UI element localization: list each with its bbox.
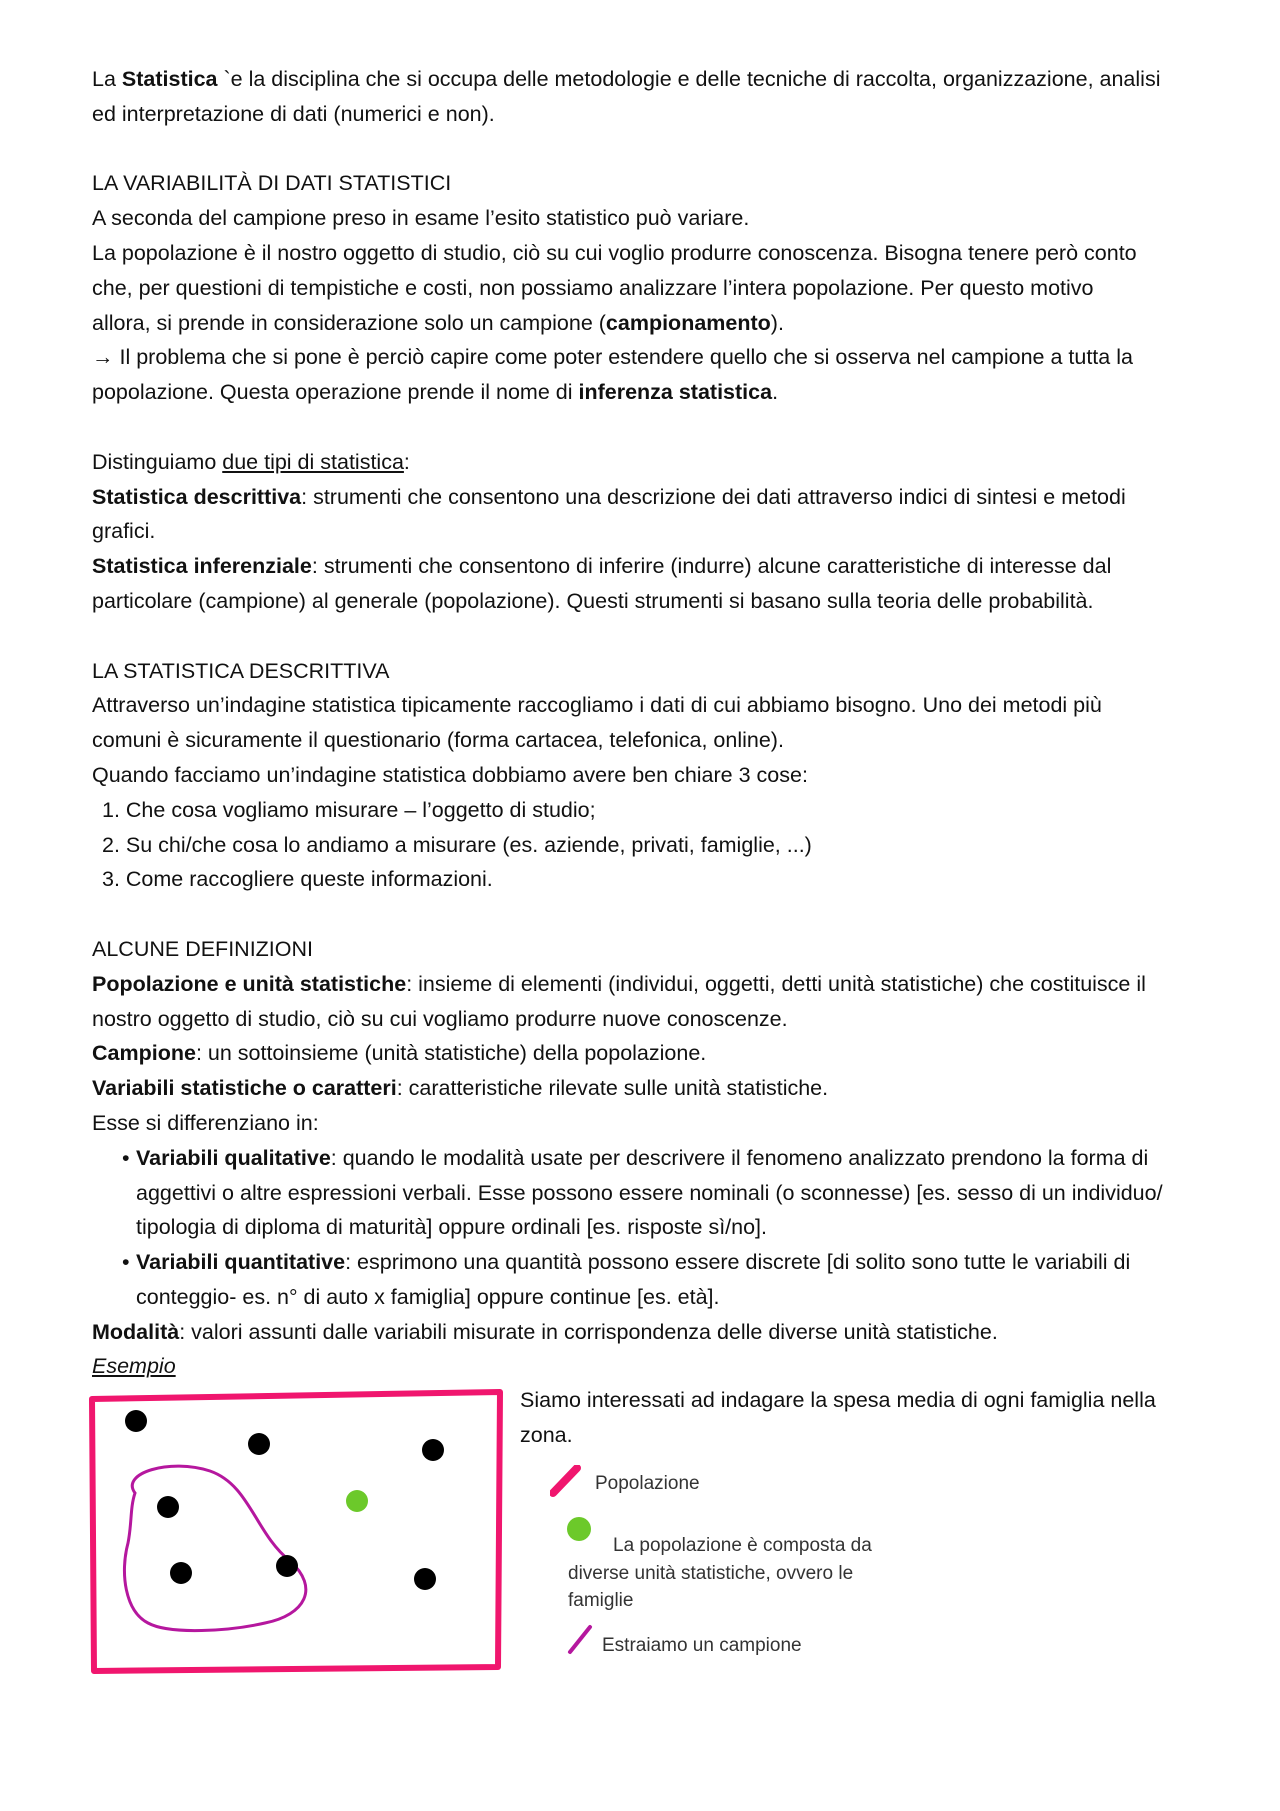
example-figure	[80, 1383, 1220, 1683]
unit-dot	[414, 1568, 436, 1590]
unit-dot	[157, 1496, 179, 1518]
heading-statistica-descrittiva: LA STATISTICA DESCRITTIVA	[92, 658, 390, 683]
sample-outline	[124, 1466, 305, 1630]
paragraph-definizioni: Popolazione e unità statistiche: insieme di elementi (individui, oggetti, detti unità statistiche) che costituisce il nostro oggetto di studio, ciò su cui vogliamo produrre nuove conoscenze. Campione: un sottoinsieme (unità statistiche) della popolazione. Variabili statistiche o caratteri: caratteristiche rilevate sulle unità statistiche. Esse si differenziano in:	[92, 971, 1146, 1135]
heading-variabilita: LA VARIABILITÀ DI DATI STATISTICI	[92, 171, 452, 196]
term-statistica: Statistica	[121, 67, 218, 91]
list-item: 1. Che cosa vogliamo misurare – l’oggetto di studio;	[102, 797, 596, 822]
example-description: Siamo interessati ad indagare la spesa media di ogni famiglia nella zona.	[520, 1388, 1156, 1447]
legend-units-line1: La popolazione è composta da	[613, 1535, 872, 1556]
bullet-list	[92, 1141, 1202, 1315]
intro-paragraph: La Statistica `e la disciplina che si occupa delle metodologie e delle tecniche di raccolta, organizzazione, analisi ed interpretazione di dati (numerici e non).	[92, 67, 1161, 126]
paragraph-modalita: Modalità: valori assunti dalle variabili misurate in corrispondenza delle diverse unità statistiche.	[92, 1319, 998, 1344]
unit-legend-dot	[567, 1517, 591, 1541]
sample-legend-mark	[570, 1627, 590, 1652]
numbered-list	[92, 793, 1202, 897]
paragraph-variabilita: A seconda del campione preso in esame l’esito statistico può variare. La popolazione è il nostro oggetto di studio, ciò su cui voglio produrre conoscenza. Bisogna tenere però conto che, per questioni di tempistiche e costi, non possiamo analizzare l’intera popolazione. Per questo motivo allora, si prende in considerazione solo un campione (campionamento). → Il problema che si pone è perciò capire come poter estendere quello che si osserva nel campione a tutta la popolazione. Questa operazione prende il nome di inferenza statistica.	[92, 206, 1137, 405]
heading-definizioni: ALCUNE DEFINIZIONI	[92, 936, 313, 961]
list-item: • Variabili quantitative: esprimono una quantità possono essere discrete [di solito sono tutte le variabili di conteggio- es. n° di auto x famiglia] oppure continue [es. età].	[122, 1250, 1131, 1309]
unit-dot	[422, 1439, 444, 1461]
example-label: Esempio	[92, 1354, 176, 1379]
population-frame	[92, 1392, 500, 1671]
list-item: 3. Come raccogliere queste informazioni.	[102, 867, 493, 892]
population-legend-mark	[553, 1468, 577, 1493]
document-body	[92, 62, 1202, 1384]
highlight-unit-dot	[346, 1490, 368, 1512]
unit-dot	[276, 1555, 298, 1577]
example-legend	[550, 1465, 990, 1665]
list-item: • Variabili qualitative: quando le modalità usate per descrivere il fenomeno analizzato prendono la forma di aggettivi o altre espressioni verbali. Esse possono essere nominali (o sconnesse) [es. sesso di un individuo/ tipologia di diploma di maturità] oppure ordinali [es. risposte sì/no].	[122, 1145, 1163, 1240]
unit-dot	[248, 1433, 270, 1455]
list-item: 2. Su chi/che cosa lo andiamo a misurare (es. aziende, privati, famiglie, ...)	[102, 832, 812, 857]
legend-population: Popolazione	[595, 1473, 700, 1494]
legend-units-line2: diverse unità statistiche, ovvero le	[568, 1563, 854, 1584]
unit-dot	[125, 1410, 147, 1432]
unit-dot	[170, 1562, 192, 1584]
paragraph-statistica-descrittiva: Attraverso un’indagine statistica tipicamente raccogliamo i dati di cui abbiamo bisogno. Uno dei metodi più comuni è sicuramente il questionario (forma cartacea, telefonica, online). Quando facciamo un’indagine statistica dobbiamo avere ben chiare 3 cose:	[92, 693, 1102, 787]
legend-units-line3: famiglie	[568, 1590, 634, 1611]
paragraph-tipi-statistica: Distinguiamo due tipi di statistica: Statistica descrittiva: strumenti che consentono una descrizione dei dati attraverso indici di sintesi e metodi grafici. Statistica inferenziale: strumenti che consentono di inferire (indurre) alcune caratteristiche di interesse dal particolare (campione) al generale (popolazione). Questi strumenti si basano sulla teoria delle probabilità.	[92, 449, 1126, 613]
population-diagram	[80, 1383, 520, 1683]
legend-sample: Estraiamo un campione	[602, 1635, 802, 1656]
